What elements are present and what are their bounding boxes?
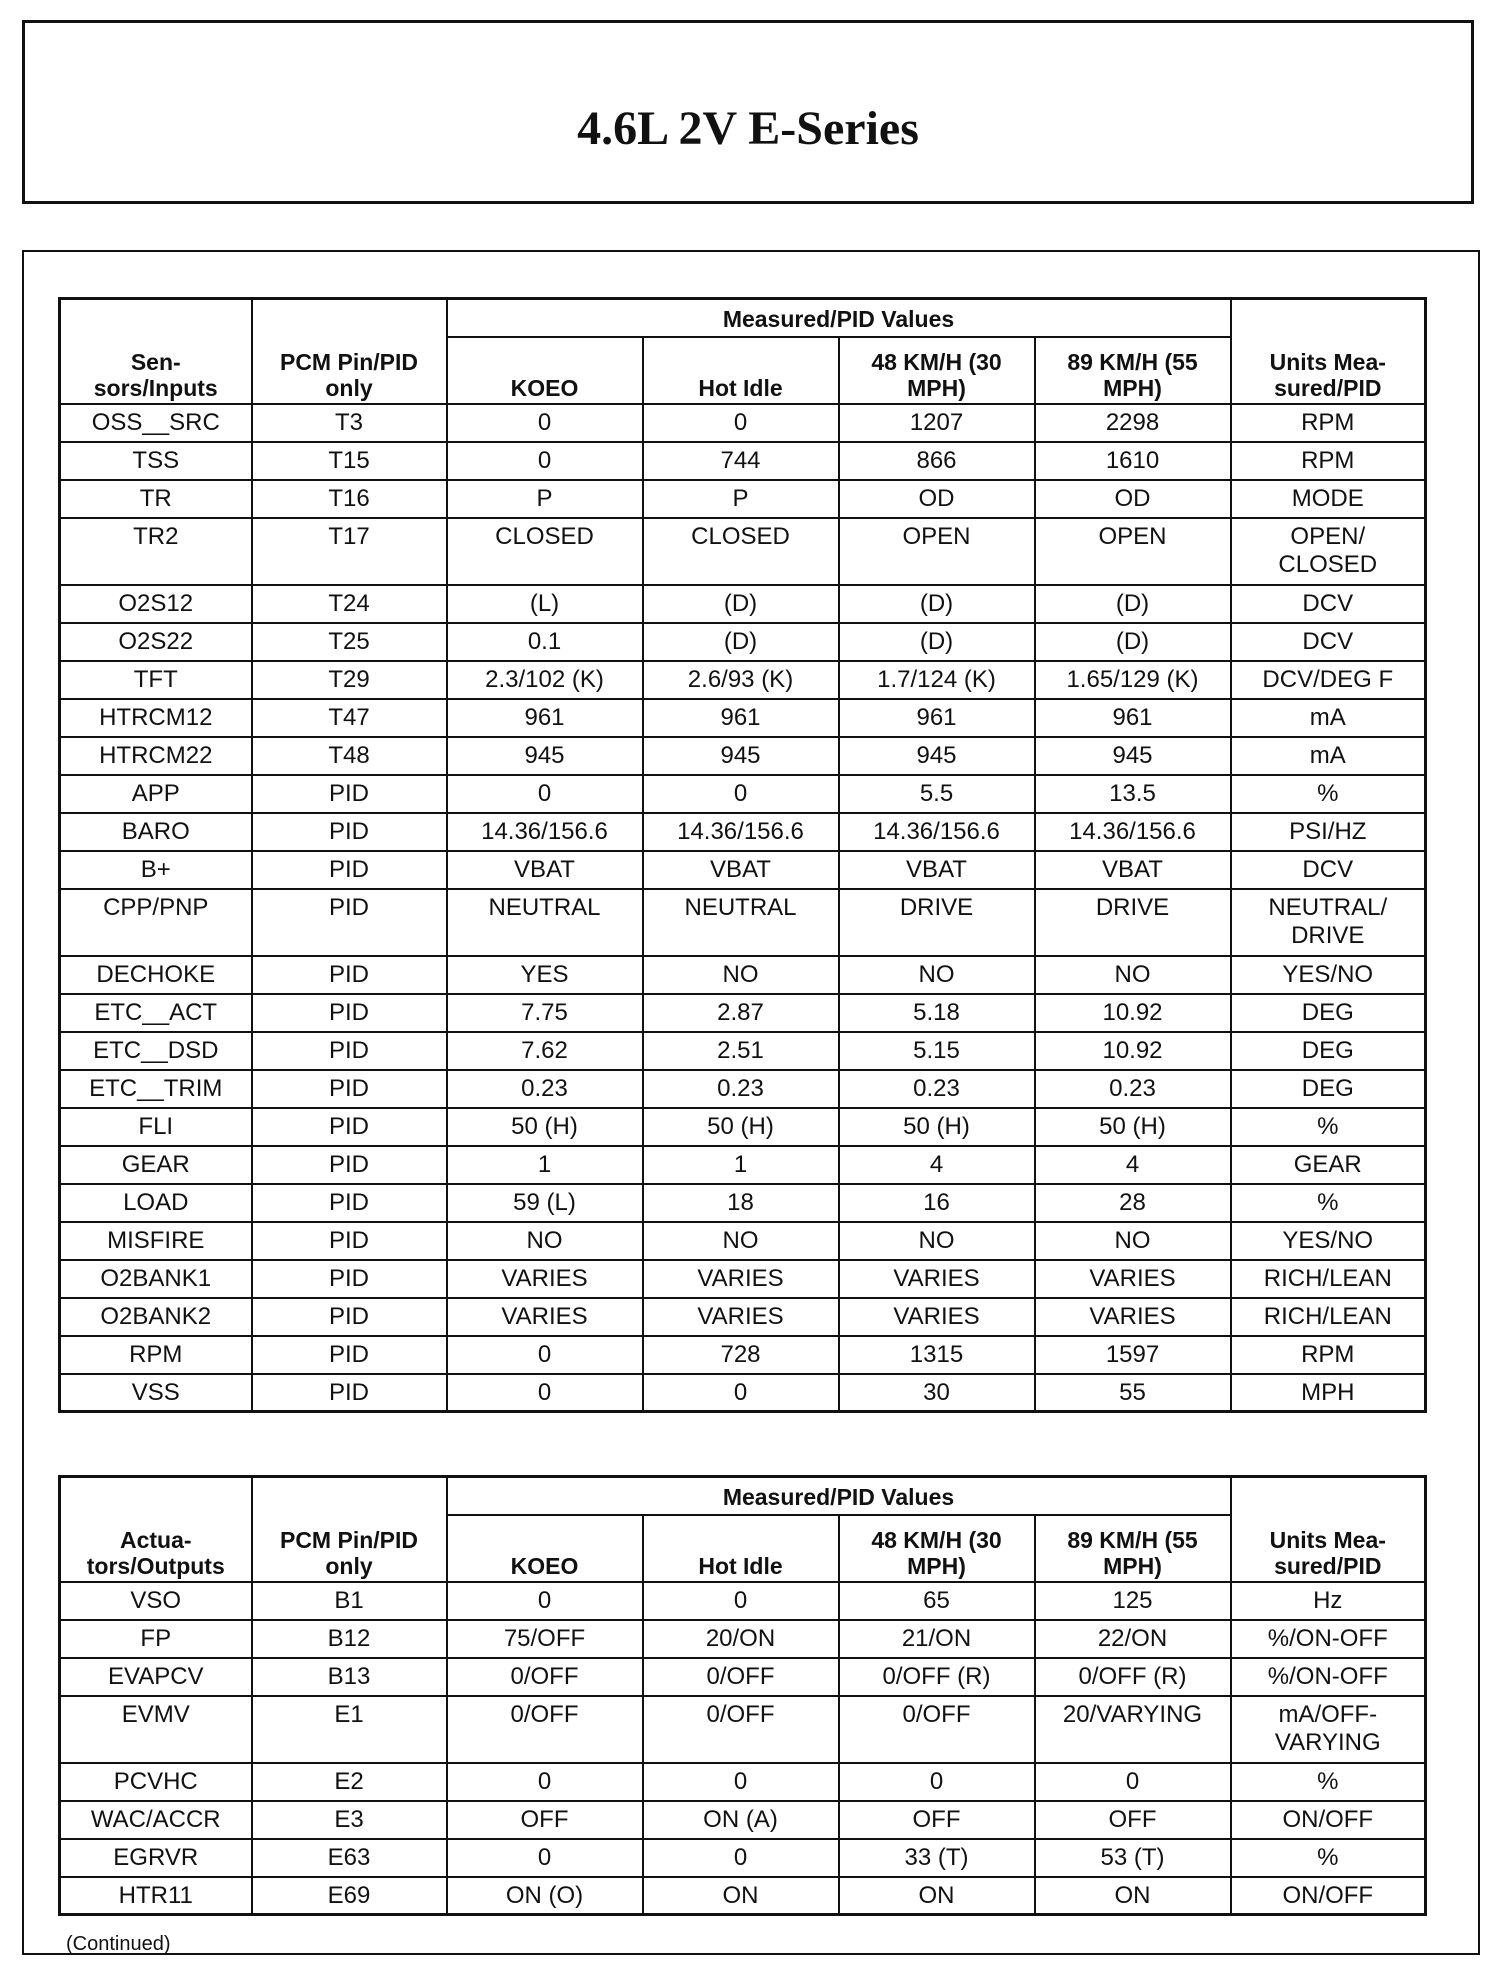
89kmh-cell: 14.36/156.6 (1035, 813, 1231, 851)
hot-idle-cell: 20/ON (643, 1620, 839, 1658)
header-hot-idle: Hot Idle (643, 1515, 839, 1582)
name-cell: O2S22 (60, 623, 252, 661)
name-cell: MISFIRE (60, 1222, 252, 1260)
koeo-cell: YES (447, 956, 643, 994)
hot-idle-cell: VARIES (643, 1298, 839, 1336)
units-cell: NEUTRAL/ DRIVE (1231, 889, 1426, 956)
name-cell: ETC__DSD (60, 1032, 252, 1070)
pin-cell: PID (252, 1336, 447, 1374)
table-row (60, 661, 1426, 699)
48kmh-cell: 5.15 (839, 1032, 1035, 1070)
89kmh-cell: 125 (1035, 1582, 1231, 1620)
header-pcm-pin: PCM Pin/PID only (252, 1477, 447, 1582)
page-title: 4.6L 2V E-Series (577, 102, 919, 155)
48kmh-cell: 21/ON (839, 1620, 1035, 1658)
hot-idle-cell: 0 (643, 1374, 839, 1412)
48kmh-cell: NO (839, 956, 1035, 994)
table-row (60, 1260, 1426, 1298)
koeo-cell: 7.62 (447, 1032, 643, 1070)
89kmh-cell: 0 (1035, 1763, 1231, 1801)
koeo-cell: 59 (L) (447, 1184, 643, 1222)
table-row (60, 851, 1426, 889)
header-48kmh: 48 KM/H (30 MPH) (839, 1515, 1035, 1582)
header-units: Units Mea- sured/PID (1231, 299, 1426, 404)
name-cell: VSS (60, 1374, 252, 1412)
koeo-cell: 0 (447, 1374, 643, 1412)
units-cell: DEG (1231, 994, 1426, 1032)
koeo-cell: VBAT (447, 851, 643, 889)
units-cell: %/ON-OFF (1231, 1620, 1426, 1658)
pin-cell: PID (252, 1184, 447, 1222)
hot-idle-cell: 728 (643, 1336, 839, 1374)
units-cell: RICH/LEAN (1231, 1298, 1426, 1336)
name-cell: ETC__ACT (60, 994, 252, 1032)
48kmh-cell: 5.5 (839, 775, 1035, 813)
units-cell: % (1231, 1839, 1426, 1877)
header-sensors-inputs: Sen- sors/Inputs (60, 299, 252, 404)
units-cell: % (1231, 1184, 1426, 1222)
table-row (60, 956, 1426, 994)
units-cell: DCV/DEG F (1231, 661, 1426, 699)
koeo-cell: (L) (447, 585, 643, 623)
koeo-cell: 0 (447, 775, 643, 813)
koeo-cell: VARIES (447, 1298, 643, 1336)
48kmh-cell: 33 (T) (839, 1839, 1035, 1877)
name-cell: HTRCM22 (60, 737, 252, 775)
89kmh-cell: ON (1035, 1877, 1231, 1915)
89kmh-cell: DRIVE (1035, 889, 1231, 956)
header-measured-values: Measured/PID Values (447, 1477, 1231, 1515)
89kmh-cell: OPEN (1035, 518, 1231, 585)
hot-idle-cell: 0/OFF (643, 1696, 839, 1763)
89kmh-cell: 945 (1035, 737, 1231, 775)
units-cell: DCV (1231, 623, 1426, 661)
48kmh-cell: OD (839, 480, 1035, 518)
name-cell: O2BANK1 (60, 1260, 252, 1298)
name-cell: EVMV (60, 1696, 252, 1763)
48kmh-cell: 0.23 (839, 1070, 1035, 1108)
48kmh-cell: 50 (H) (839, 1108, 1035, 1146)
units-cell: RICH/LEAN (1231, 1260, 1426, 1298)
48kmh-cell: DRIVE (839, 889, 1035, 956)
48kmh-cell: 1315 (839, 1336, 1035, 1374)
table-row (60, 813, 1426, 851)
hot-idle-cell: 50 (H) (643, 1108, 839, 1146)
koeo-cell: 14.36/156.6 (447, 813, 643, 851)
name-cell: LOAD (60, 1184, 252, 1222)
koeo-cell: NO (447, 1222, 643, 1260)
header-48kmh: 48 KM/H (30 MPH) (839, 337, 1035, 404)
table-row (60, 1374, 1426, 1412)
48kmh-cell: OPEN (839, 518, 1035, 585)
table-row (60, 1658, 1426, 1696)
pin-cell: PID (252, 1146, 447, 1184)
koeo-cell: 961 (447, 699, 643, 737)
units-cell: YES/NO (1231, 956, 1426, 994)
pin-cell: PID (252, 1032, 447, 1070)
sensors-table (58, 297, 1427, 1413)
pin-cell: PID (252, 1222, 447, 1260)
89kmh-cell: VARIES (1035, 1298, 1231, 1336)
pin-cell: T3 (252, 404, 447, 442)
name-cell: EVAPCV (60, 1658, 252, 1696)
koeo-cell: 50 (H) (447, 1108, 643, 1146)
hot-idle-cell: 18 (643, 1184, 839, 1222)
name-cell: TFT (60, 661, 252, 699)
hot-idle-cell: VARIES (643, 1260, 839, 1298)
pin-cell: PID (252, 813, 447, 851)
pin-cell: B12 (252, 1620, 447, 1658)
title-box (22, 20, 1474, 204)
name-cell: FP (60, 1620, 252, 1658)
89kmh-cell: 2298 (1035, 404, 1231, 442)
header-koeo: KOEO (447, 1515, 643, 1582)
pin-cell: PID (252, 1108, 447, 1146)
units-cell: DEG (1231, 1070, 1426, 1108)
89kmh-cell: OD (1035, 480, 1231, 518)
89kmh-cell: 10.92 (1035, 1032, 1231, 1070)
units-cell: mA/OFF- VARYING (1231, 1696, 1426, 1763)
hot-idle-cell: (D) (643, 585, 839, 623)
name-cell: PCVHC (60, 1763, 252, 1801)
header-koeo: KOEO (447, 337, 643, 404)
48kmh-cell: 14.36/156.6 (839, 813, 1035, 851)
header-hot-idle: Hot Idle (643, 337, 839, 404)
48kmh-cell: 65 (839, 1582, 1035, 1620)
pin-cell: PID (252, 1070, 447, 1108)
pin-cell: T16 (252, 480, 447, 518)
89kmh-cell: 961 (1035, 699, 1231, 737)
units-cell: MPH (1231, 1374, 1426, 1412)
units-cell: OPEN/ CLOSED (1231, 518, 1426, 585)
koeo-cell: 0 (447, 404, 643, 442)
name-cell: DECHOKE (60, 956, 252, 994)
48kmh-cell: 961 (839, 699, 1035, 737)
hot-idle-cell: NO (643, 1222, 839, 1260)
pin-cell: T15 (252, 442, 447, 480)
pin-cell: T17 (252, 518, 447, 585)
units-cell: RPM (1231, 442, 1426, 480)
table-row (60, 1582, 1426, 1620)
pin-cell: PID (252, 889, 447, 956)
hot-idle-cell: 744 (643, 442, 839, 480)
89kmh-cell: 0.23 (1035, 1070, 1231, 1108)
units-cell: DCV (1231, 585, 1426, 623)
koeo-cell: 0 (447, 1763, 643, 1801)
48kmh-cell: 5.18 (839, 994, 1035, 1032)
table-row (60, 1763, 1426, 1801)
name-cell: TR (60, 480, 252, 518)
48kmh-cell: OFF (839, 1801, 1035, 1839)
units-cell: PSI/HZ (1231, 813, 1426, 851)
89kmh-cell: (D) (1035, 585, 1231, 623)
table-row (60, 1336, 1426, 1374)
hot-idle-cell: 0 (643, 1582, 839, 1620)
koeo-cell: 7.75 (447, 994, 643, 1032)
48kmh-cell: 1.7/124 (K) (839, 661, 1035, 699)
koeo-cell: NEUTRAL (447, 889, 643, 956)
pin-cell: E69 (252, 1877, 447, 1915)
table-row (60, 442, 1426, 480)
name-cell: HTRCM12 (60, 699, 252, 737)
hot-idle-cell: CLOSED (643, 518, 839, 585)
name-cell: RPM (60, 1336, 252, 1374)
hot-idle-cell: 945 (643, 737, 839, 775)
hot-idle-cell: ON (A) (643, 1801, 839, 1839)
89kmh-cell: (D) (1035, 623, 1231, 661)
48kmh-cell: (D) (839, 623, 1035, 661)
name-cell: APP (60, 775, 252, 813)
48kmh-cell: VARIES (839, 1298, 1035, 1336)
table-row (60, 1877, 1426, 1915)
89kmh-cell: VARIES (1035, 1260, 1231, 1298)
koeo-cell: 0/OFF (447, 1658, 643, 1696)
pin-cell: PID (252, 1260, 447, 1298)
table-row (60, 623, 1426, 661)
pin-cell: PID (252, 956, 447, 994)
pin-cell: T25 (252, 623, 447, 661)
hot-idle-cell: P (643, 480, 839, 518)
table-row (60, 480, 1426, 518)
89kmh-cell: NO (1035, 956, 1231, 994)
table-row (60, 1620, 1426, 1658)
48kmh-cell: 945 (839, 737, 1035, 775)
units-cell: mA (1231, 699, 1426, 737)
koeo-cell: 2.3/102 (K) (447, 661, 643, 699)
units-cell: MODE (1231, 480, 1426, 518)
header-89kmh: 89 KM/H (55 MPH) (1035, 337, 1231, 404)
koeo-cell: 0.1 (447, 623, 643, 661)
89kmh-cell: 4 (1035, 1146, 1231, 1184)
89kmh-cell: VBAT (1035, 851, 1231, 889)
table-row (60, 1146, 1426, 1184)
hot-idle-cell: 0.23 (643, 1070, 839, 1108)
units-cell: DCV (1231, 851, 1426, 889)
89kmh-cell: 53 (T) (1035, 1839, 1231, 1877)
pin-cell: PID (252, 1298, 447, 1336)
table-row (60, 775, 1426, 813)
name-cell: CPP/PNP (60, 889, 252, 956)
89kmh-cell: 20/VARYING (1035, 1696, 1231, 1763)
name-cell: FLI (60, 1108, 252, 1146)
table-row (60, 1032, 1426, 1070)
pin-cell: E3 (252, 1801, 447, 1839)
name-cell: VSO (60, 1582, 252, 1620)
48kmh-cell: ON (839, 1877, 1035, 1915)
table-row (60, 518, 1426, 585)
koeo-cell: VARIES (447, 1260, 643, 1298)
koeo-cell: 1 (447, 1146, 643, 1184)
hot-idle-cell: 2.51 (643, 1032, 839, 1070)
koeo-cell: 0.23 (447, 1070, 643, 1108)
name-cell: GEAR (60, 1146, 252, 1184)
89kmh-cell: 0/OFF (R) (1035, 1658, 1231, 1696)
hot-idle-cell: 14.36/156.6 (643, 813, 839, 851)
48kmh-cell: (D) (839, 585, 1035, 623)
89kmh-cell: OFF (1035, 1801, 1231, 1839)
table-row (60, 1801, 1426, 1839)
hot-idle-cell: (D) (643, 623, 839, 661)
name-cell: HTR11 (60, 1877, 252, 1915)
pin-cell: E2 (252, 1763, 447, 1801)
units-cell: Hz (1231, 1582, 1426, 1620)
89kmh-cell: 10.92 (1035, 994, 1231, 1032)
hot-idle-cell: 0 (643, 1839, 839, 1877)
units-cell: DEG (1231, 1032, 1426, 1070)
pin-cell: PID (252, 994, 447, 1032)
koeo-cell: 945 (447, 737, 643, 775)
header-units: Units Mea- sured/PID (1231, 1477, 1426, 1582)
48kmh-cell: 0/OFF (839, 1696, 1035, 1763)
koeo-cell: 0/OFF (447, 1696, 643, 1763)
48kmh-cell: 866 (839, 442, 1035, 480)
pin-cell: E1 (252, 1696, 447, 1763)
48kmh-cell: 0 (839, 1763, 1035, 1801)
89kmh-cell: 1597 (1035, 1336, 1231, 1374)
units-cell: ON/OFF (1231, 1877, 1426, 1915)
koeo-cell: 75/OFF (447, 1620, 643, 1658)
units-cell: RPM (1231, 404, 1426, 442)
koeo-cell: 0 (447, 1336, 643, 1374)
48kmh-cell: 16 (839, 1184, 1035, 1222)
48kmh-cell: 0/OFF (R) (839, 1658, 1035, 1696)
hot-idle-cell: 0/OFF (643, 1658, 839, 1696)
table-row (60, 1696, 1426, 1763)
pin-cell: PID (252, 775, 447, 813)
hot-idle-cell: NO (643, 956, 839, 994)
48kmh-cell: VARIES (839, 1260, 1035, 1298)
pin-cell: PID (252, 1374, 447, 1412)
units-cell: % (1231, 775, 1426, 813)
hot-idle-cell: ON (643, 1877, 839, 1915)
header-actuators-outputs: Actua- tors/Outputs (60, 1477, 252, 1582)
header-pcm-pin: PCM Pin/PID only (252, 299, 447, 404)
48kmh-cell: 30 (839, 1374, 1035, 1412)
89kmh-cell: 1.65/129 (K) (1035, 661, 1231, 699)
table-row (60, 699, 1426, 737)
89kmh-cell: 13.5 (1035, 775, 1231, 813)
hot-idle-cell: 2.87 (643, 994, 839, 1032)
pin-cell: PID (252, 851, 447, 889)
units-cell: % (1231, 1763, 1426, 1801)
table-row (60, 585, 1426, 623)
name-cell: OSS__SRC (60, 404, 252, 442)
table-row (60, 1108, 1426, 1146)
koeo-cell: 0 (447, 1839, 643, 1877)
name-cell: ETC__TRIM (60, 1070, 252, 1108)
koeo-cell: P (447, 480, 643, 518)
89kmh-cell: 22/ON (1035, 1620, 1231, 1658)
pin-cell: E63 (252, 1839, 447, 1877)
hot-idle-cell: NEUTRAL (643, 889, 839, 956)
pin-cell: T47 (252, 699, 447, 737)
koeo-cell: 0 (447, 442, 643, 480)
hot-idle-cell: 2.6/93 (K) (643, 661, 839, 699)
89kmh-cell: 55 (1035, 1374, 1231, 1412)
table-row (60, 994, 1426, 1032)
hot-idle-cell: 0 (643, 404, 839, 442)
48kmh-cell: VBAT (839, 851, 1035, 889)
table-row (60, 1298, 1426, 1336)
actuators-table (58, 1475, 1427, 1916)
name-cell: TR2 (60, 518, 252, 585)
48kmh-cell: NO (839, 1222, 1035, 1260)
name-cell: O2BANK2 (60, 1298, 252, 1336)
name-cell: BARO (60, 813, 252, 851)
pin-cell: T29 (252, 661, 447, 699)
48kmh-cell: 1207 (839, 404, 1035, 442)
koeo-cell: CLOSED (447, 518, 643, 585)
89kmh-cell: 50 (H) (1035, 1108, 1231, 1146)
hot-idle-cell: VBAT (643, 851, 839, 889)
89kmh-cell: NO (1035, 1222, 1231, 1260)
name-cell: WAC/ACCR (60, 1801, 252, 1839)
table-row (60, 1839, 1426, 1877)
units-cell: %/ON-OFF (1231, 1658, 1426, 1696)
name-cell: EGRVR (60, 1839, 252, 1877)
pin-cell: T48 (252, 737, 447, 775)
name-cell: TSS (60, 442, 252, 480)
table-row (60, 1184, 1426, 1222)
koeo-cell: OFF (447, 1801, 643, 1839)
pin-cell: T24 (252, 585, 447, 623)
hot-idle-cell: 0 (643, 775, 839, 813)
name-cell: O2S12 (60, 585, 252, 623)
units-cell: ON/OFF (1231, 1801, 1426, 1839)
table-row (60, 1222, 1426, 1260)
pin-cell: B13 (252, 1658, 447, 1696)
48kmh-cell: 4 (839, 1146, 1035, 1184)
units-cell: mA (1231, 737, 1426, 775)
89kmh-cell: 1610 (1035, 442, 1231, 480)
table-row (60, 404, 1426, 442)
koeo-cell: 0 (447, 1582, 643, 1620)
units-cell: GEAR (1231, 1146, 1426, 1184)
hot-idle-cell: 1 (643, 1146, 839, 1184)
89kmh-cell: 28 (1035, 1184, 1231, 1222)
hot-idle-cell: 961 (643, 699, 839, 737)
hot-idle-cell: 0 (643, 1763, 839, 1801)
table-row (60, 889, 1426, 956)
table-row (60, 1070, 1426, 1108)
header-measured-values: Measured/PID Values (447, 299, 1231, 337)
units-cell: % (1231, 1108, 1426, 1146)
koeo-cell: ON (O) (447, 1877, 643, 1915)
pin-cell: B1 (252, 1582, 447, 1620)
continued-note: (Continued) (66, 1933, 171, 1955)
units-cell: RPM (1231, 1336, 1426, 1374)
table-row (60, 737, 1426, 775)
units-cell: YES/NO (1231, 1222, 1426, 1260)
name-cell: B+ (60, 851, 252, 889)
header-89kmh: 89 KM/H (55 MPH) (1035, 1515, 1231, 1582)
